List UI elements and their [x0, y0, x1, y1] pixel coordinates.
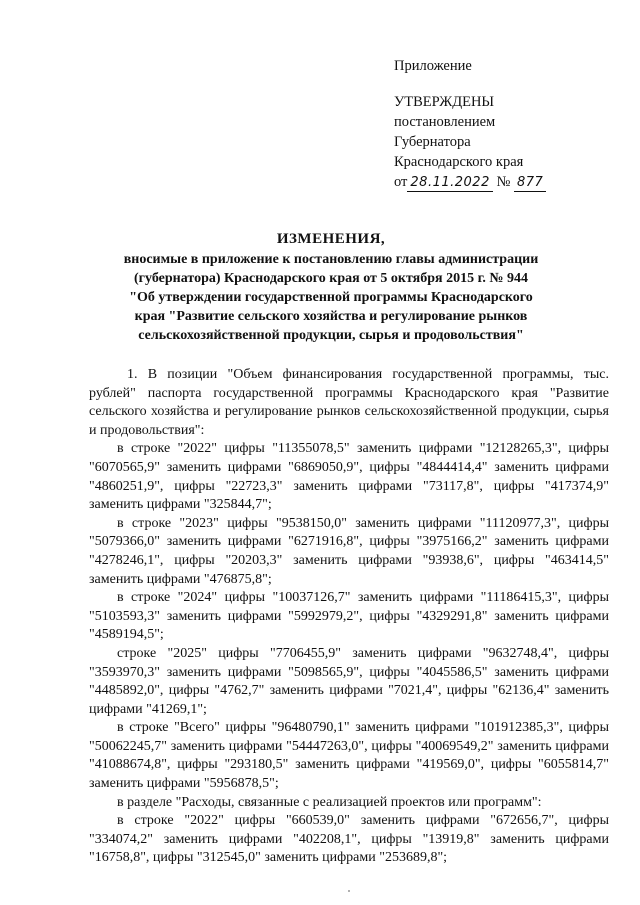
- handwritten-number: 877: [514, 175, 546, 192]
- number-prefix: №: [496, 174, 511, 190]
- title-line: "Об утверждении государственной программы Краснодарского: [129, 290, 533, 305]
- approval-block: [394, 56, 546, 192]
- title-line: (губернатора) Краснодарского края от 5 октября 2015 г. № 944: [134, 271, 528, 286]
- title-line: сельскохозяйственной продукции, сырья и продовольствия": [138, 328, 524, 343]
- handwritten-date: 28.11.2022: [407, 175, 492, 192]
- body-paragraph: в строке "2023" цифры "9538150,0" заменить цифрами "11120977,3", цифры "5079366,0" заменить цифрами "6271916,8", цифры "3975166,2" заменить цифрами "4278246,1", цифры "20203,3" заменить цифрами "93938,6", цифры "463414,5" заменить цифрами "476875,8";: [89, 515, 609, 587]
- title-main: ИЗМЕНЕНИЯ,: [276, 231, 386, 247]
- document-title: [84, 230, 578, 345]
- body-paragraph: в строке "2024" цифры "10037126,7" заменить цифрами "11186415,3", цифры "5103593,3" заменить цифрами "5992979,2", цифры "4329291,8" заменить цифрами "4589194,5";: [89, 590, 609, 643]
- title-line: вносимые в приложение к постановлению главы администрации: [123, 252, 539, 267]
- scan-speck: [348, 890, 350, 892]
- title-line: края "Развитие сельского хозяйства и регулирование рынков: [134, 309, 528, 324]
- approval-line-2: Губернатора: [394, 134, 471, 150]
- approved-label: УТВЕРЖДЕНЫ: [394, 94, 495, 110]
- body-paragraph: в разделе "Расходы, связанные с реализацией проектов или программ":: [117, 794, 542, 810]
- approval-date-line: [394, 172, 546, 192]
- date-prefix: от: [394, 174, 408, 190]
- body-paragraph: в строке "Всего" цифры "96480790,1" заменить цифрами "101912385,3", цифры "50062245,7" заменить цифрами "54447263,0", цифры "40069549,2" заменить цифрами "41088674,8", цифры "293180,5" заменить цифрами "419569,0", цифры "6055814,7" заменить цифрами "5956878,5";: [89, 720, 609, 792]
- appendix-label: Приложение: [394, 58, 472, 74]
- approval-line-1: постановлением: [394, 114, 496, 130]
- approval-line-3: Краснодарского края: [394, 154, 524, 170]
- body-paragraph: в строке "2022" цифры "660539,0" заменить цифрами "672656,7", цифры "334074,2" заменить цифрами "402208,1", цифры "13919,8" заменить цифрами "16758,8", цифры "312545,0" заменить цифрами "253689,8";: [89, 813, 609, 866]
- body-paragraph: 1. В позиции "Объем финансирования государственной программы, тыс. рублей" паспорта государственной программы Краснодарского края "Развитие сельского хозяйства и регулирование рынков сельскохозяйственной продукции, сырья и продовольствия":: [89, 367, 609, 438]
- body-paragraph: строке "2025" цифры "7706455,9" заменить цифрами "9632748,4", цифры "3593970,3" заменить цифрами "5098565,9", цифры "4045586,5" заменить цифрами "4485892,0", цифры "4762,7" заменить цифрами "7021,4", цифры "62136,4" заменить цифрами "41269,1";: [89, 645, 609, 717]
- body-paragraph: в строке "2022" цифры "11355078,5" заменить цифрами "12128265,3", цифры "6070565,9" заменить цифрами "6869050,9", цифры "4844414,4" заменить цифрами "4860251,9", цифры "22723,3" заменить цифрами "73117,8", цифры "417374,9" заменить цифрами "325844,7";: [89, 441, 609, 513]
- document-body: [89, 366, 609, 868]
